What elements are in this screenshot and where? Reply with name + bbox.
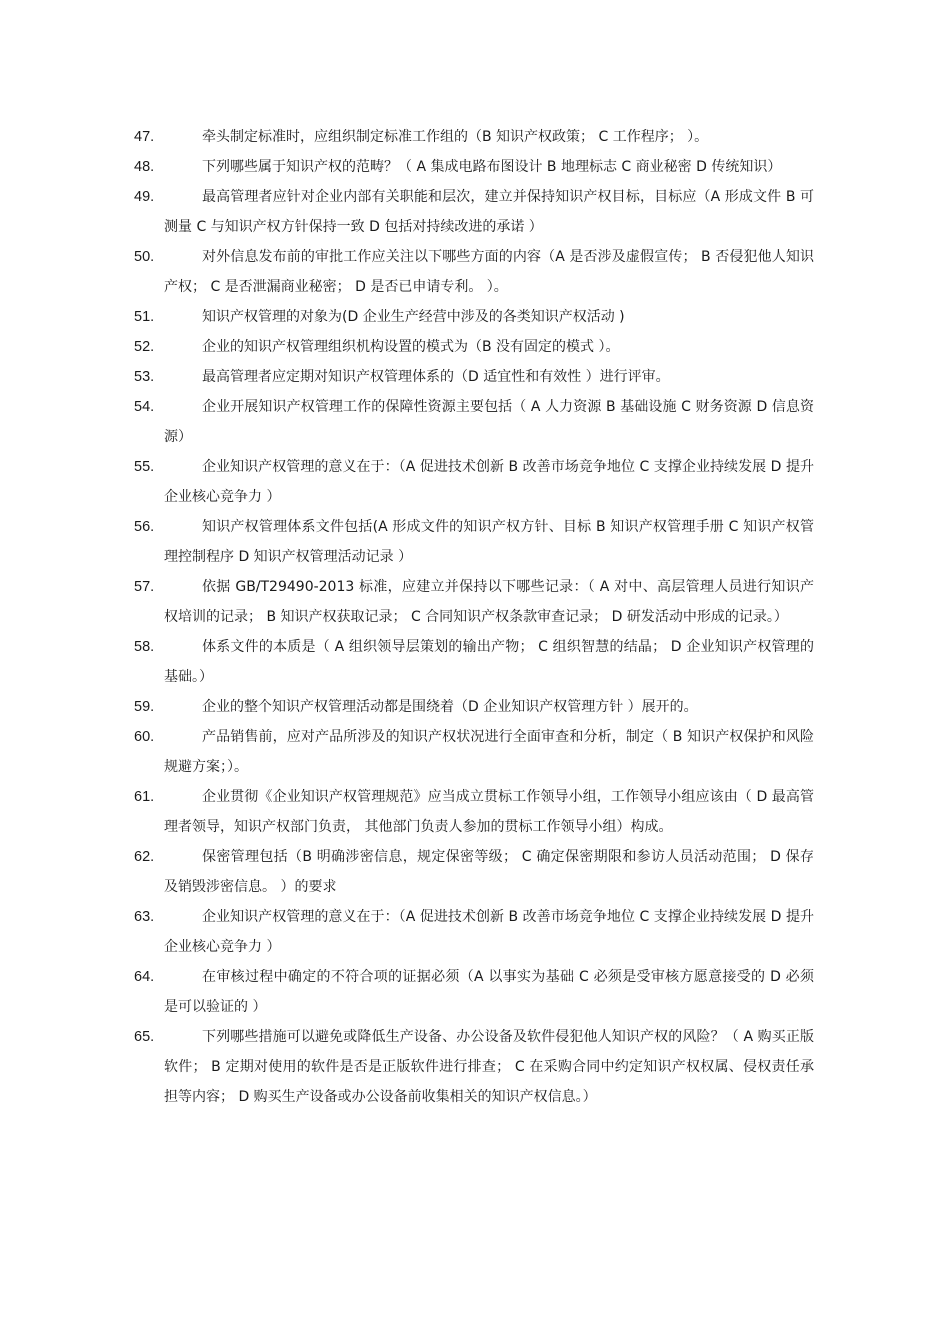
question-number: 50.: [134, 249, 155, 265]
question-text: 牵头制定标准时，应组织制定标准工作组的（B 知识产权政策； C 工作程序； ）。: [202, 129, 709, 145]
question-text: 下列哪些属于知识产权的范畴？（ A 集成电路布图设计 B 地理标志 C 商业秘密 D 传统知识）: [202, 159, 782, 175]
question-item: [134, 962, 814, 1022]
question-text: 产品销售前，应对产品所涉及的知识产权状况进行全面审查和分析，制定（ B 知识产权保护和风险规避方案；）。: [164, 729, 814, 775]
question-number: 58.: [134, 639, 155, 655]
question-number: 65.: [134, 1029, 155, 1045]
question-text: 在审核过程中确定的不符合项的证据必须（A 以事实为基础 C 必须是受审核方愿意接受的 D 必须是可以验证的 ）: [164, 969, 814, 1015]
question-number: 49.: [134, 189, 155, 205]
question-item: [134, 302, 814, 332]
question-text: 对外信息发布前的审批工作应关注以下哪些方面的内容（A 是否涉及虚假宣传； B 否侵犯他人知识产权； C 是否泄漏商业秘密； D 是否已申请专利。 ）。: [164, 249, 814, 295]
question-text: 企业知识产权管理的意义在于：（A 促进技术创新 B 改善市场竞争地位 C 支撑企业持续发展 D 提升企业核心竞争力 ）: [164, 909, 814, 955]
question-text: 企业开展知识产权管理工作的保障性资源主要包括（ A 人力资源 B 基础设施 C 财务资源 D 信息资源）: [164, 399, 814, 445]
question-item: [134, 692, 814, 722]
question-text: 保密管理包括（B 明确涉密信息，规定保密等级； C 确定保密期限和参访人员活动范围； D 保存及销毁涉密信息。 ）的要求: [164, 849, 814, 895]
question-item: [134, 152, 814, 182]
question-text: 知识产权管理体系文件包括(A 形成文件的知识产权方针、目标 B 知识产权管理手册 C 知识产权管理控制程序 D 知识产权管理活动记录 ）: [164, 519, 814, 565]
question-text: 企业的知识产权管理组织机构设置的模式为（B 没有固定的模式 ）。: [202, 339, 620, 355]
question-item: [134, 122, 814, 152]
question-item: [134, 1022, 814, 1112]
question-item: [134, 722, 814, 782]
question-item: [134, 182, 814, 242]
question-number: 55.: [134, 459, 155, 475]
question-item: [134, 332, 814, 362]
question-number: 57.: [134, 579, 155, 595]
question-item: [134, 632, 814, 692]
question-text: 体系文件的本质是（ A 组织领导层策划的输出产物； C 组织智慧的结晶； D 企业知识产权管理的基础。）: [164, 639, 814, 685]
question-number: 48.: [134, 159, 155, 175]
question-text: 依据 GB/T29490-2013 标准，应建立并保持以下哪些记录：（ A 对中、高层管理人员进行知识产权培训的记录； B 知识产权获取记录； C 合同知识产权条款审查记录； D 研发活动中形成的记录。）: [164, 579, 814, 625]
question-number: 61.: [134, 789, 155, 805]
question-number: 63.: [134, 909, 155, 925]
question-number: 54.: [134, 399, 155, 415]
question-number: 47.: [134, 129, 155, 145]
question-text: 最高管理者应定期对知识产权管理体系的（D 适宜性和有效性 ）进行评审。: [202, 369, 670, 385]
question-text: 企业知识产权管理的意义在于：（A 促进技术创新 B 改善市场竞争地位 C 支撑企业持续发展 D 提升企业核心竞争力 ）: [164, 459, 814, 505]
question-number: 62.: [134, 849, 155, 865]
question-item: [134, 902, 814, 962]
question-text: 最高管理者应针对企业内部有关职能和层次，建立并保持知识产权目标，目标应（A 形成文件 B 可测量 C 与知识产权方针保持一致 D 包括对持续改进的承诺 ）: [164, 189, 814, 235]
question-number: 52.: [134, 339, 155, 355]
question-number: 51.: [134, 309, 155, 325]
question-number: 53.: [134, 369, 155, 385]
question-item: [134, 242, 814, 302]
question-text: 企业的整个知识产权管理活动都是围绕着（D 企业知识产权管理方针 ）展开的。: [202, 699, 698, 715]
question-item: [134, 362, 814, 392]
question-number: 59.: [134, 699, 155, 715]
question-item: [134, 782, 814, 842]
question-text: 知识产权管理的对象为(D 企业生产经营中涉及的各类知识产权活动 ): [202, 309, 625, 325]
question-number: 60.: [134, 729, 155, 745]
question-item: [134, 392, 814, 452]
question-item: [134, 572, 814, 632]
question-item: [134, 452, 814, 512]
question-item: [134, 512, 814, 572]
question-text: 下列哪些措施可以避免或降低生产设备、办公设备及软件侵犯他人知识产权的风险？（ A 购买正版软件； B 定期对使用的软件是否是正版软件进行排查； C 在采购合同中约定知识产权权属、侵权责任承担等内容； D 购买生产设备或办公设备前收集相关的知识产权信息。）: [164, 1029, 814, 1105]
question-item: [134, 842, 814, 902]
question-text: 企业贯彻《企业知识产权管理规范》应当成立贯标工作领导小组，工作领导小组应该由（ D 最高管理者领导，知识产权部门负责， 其他部门负责人参加的贯标工作领导小组）构成。: [164, 789, 814, 835]
question-number: 56.: [134, 519, 155, 535]
question-list: [134, 122, 814, 1112]
question-number: 64.: [134, 969, 155, 985]
